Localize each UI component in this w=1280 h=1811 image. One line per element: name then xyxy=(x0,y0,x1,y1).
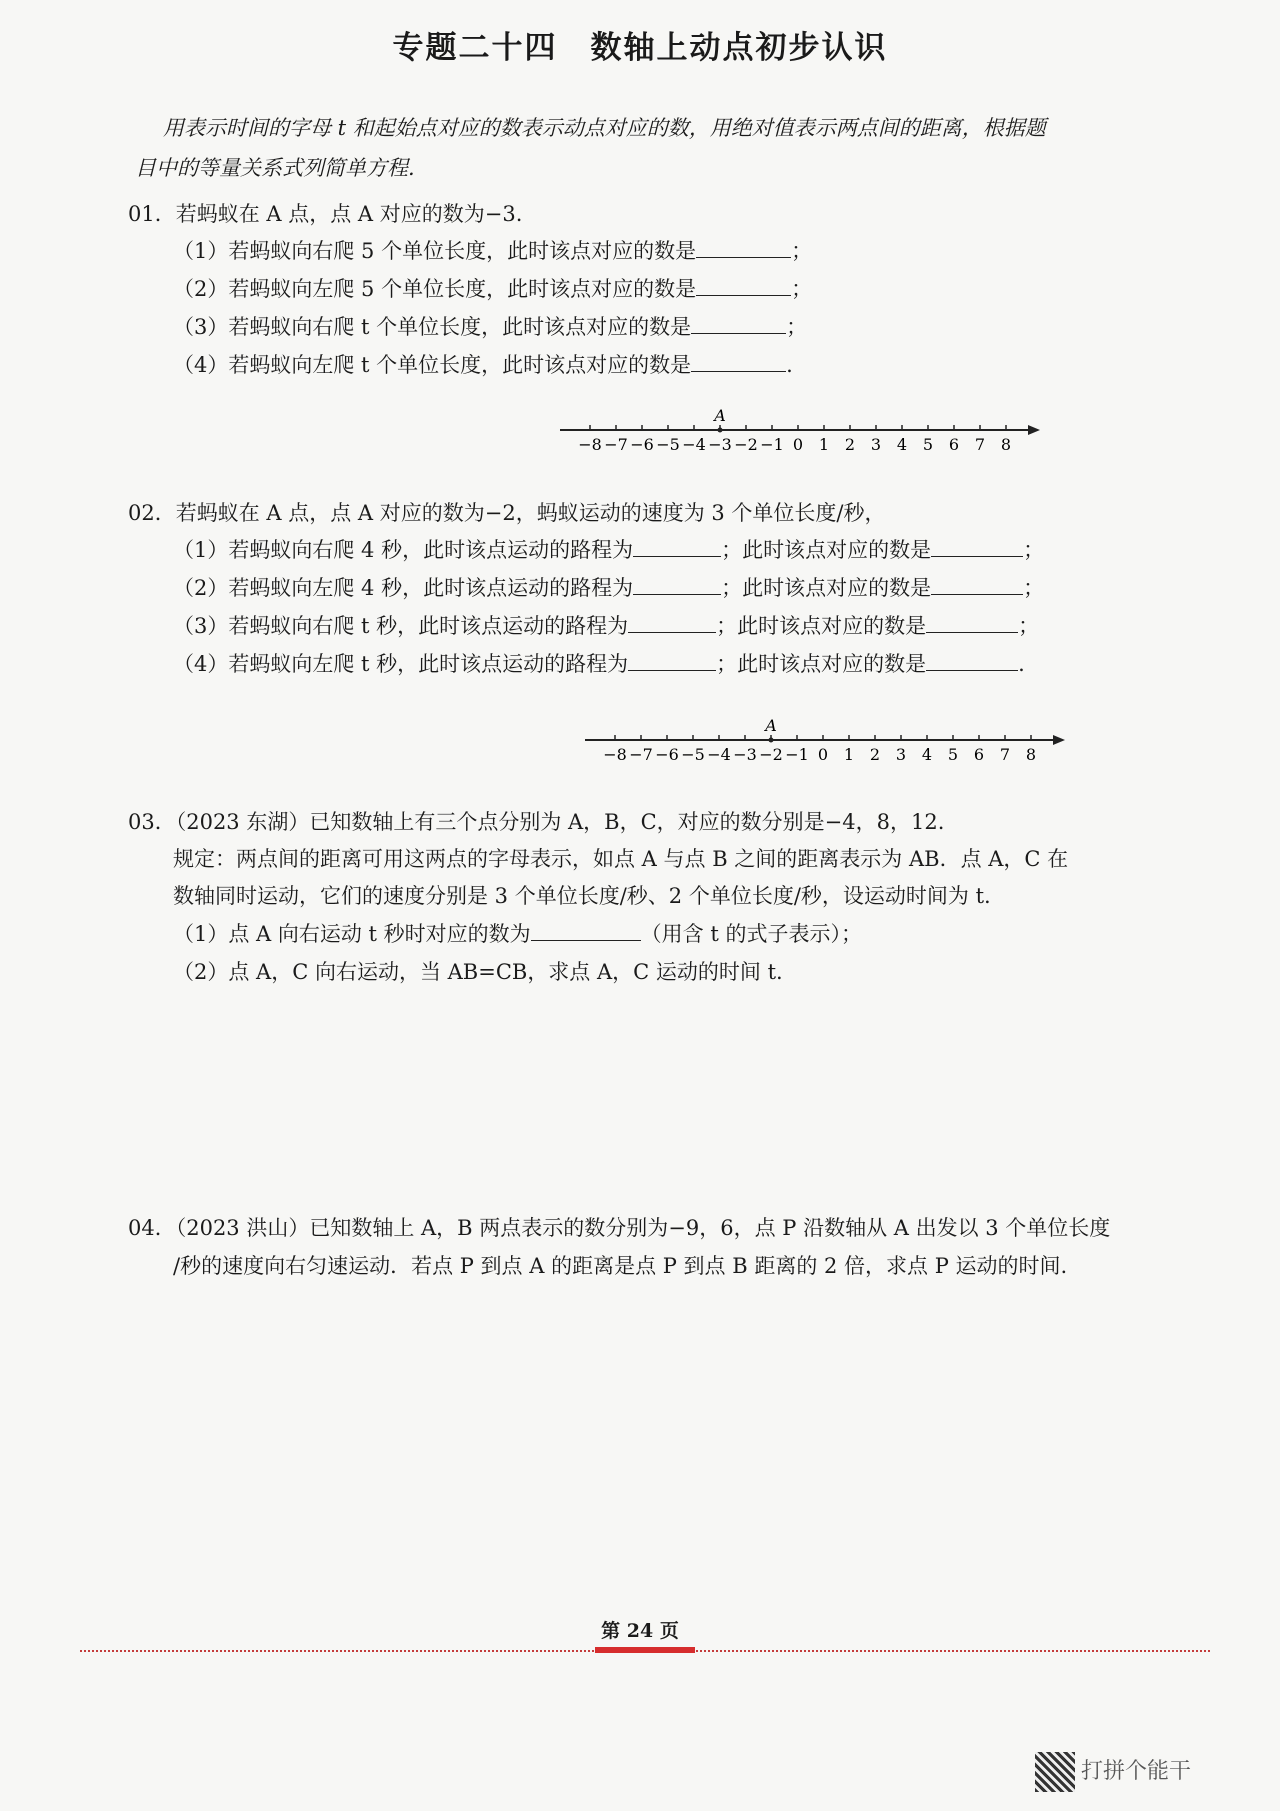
axis-tick-label: 2 xyxy=(844,435,856,454)
page-number: 第 24 页 xyxy=(601,1620,679,1642)
axis-tick-label: −8 xyxy=(603,745,627,764)
axis-tick-label: 1 xyxy=(818,435,830,454)
q2-item-3-a: （3）若蚂蚁向右爬 t 秒，此时该点运动的路程为 xyxy=(173,614,629,638)
axis-tick-label: −5 xyxy=(681,745,705,764)
q3-line-4-a: （1）点 A 向右运动 t 秒时对应的数为 xyxy=(173,922,531,946)
q2-item-1-end: ； xyxy=(1023,538,1045,562)
q2-item-1-a: （1）若蚂蚁向右爬 4 秒，此时该点运动的路程为 xyxy=(173,538,634,562)
axis-tick-label: 8 xyxy=(1025,745,1037,764)
q2-item-3-end: ； xyxy=(1018,614,1040,638)
q2-blank-2a[interactable] xyxy=(633,572,721,595)
q1-item-3-end: ； xyxy=(786,315,808,339)
axis-tick-label: −5 xyxy=(656,435,680,454)
axis-tick-label: −4 xyxy=(707,745,731,764)
q2-blank-3a[interactable] xyxy=(628,610,716,633)
axis-tick-label: −4 xyxy=(682,435,706,454)
q2-blank-3b[interactable] xyxy=(926,610,1018,633)
q2-blank-1b[interactable] xyxy=(931,534,1023,557)
point-a-marker xyxy=(769,738,774,743)
q1-item-2-text: （2）若蚂蚁向左爬 5 个单位长度，此时该点对应的数是 xyxy=(173,277,697,301)
axis-tick-label: −1 xyxy=(785,745,809,764)
axis-tick-label: −3 xyxy=(708,435,732,454)
axis-tick-label: −3 xyxy=(733,745,757,764)
axis-tick-label: 2 xyxy=(869,745,881,764)
point-a-label: A xyxy=(765,716,777,735)
q1-item-1 xyxy=(173,235,812,265)
axis-tick-label: −1 xyxy=(760,435,784,454)
q4-line-1: 04．（2023 洪山）已知数轴上 A，B 两点表示的数分别为−9，6，点 P 沿数轴从 A 出发以 3 个单位长度 xyxy=(128,1216,1111,1240)
axis-tick-label: 3 xyxy=(870,435,882,454)
q2-blank-4b[interactable] xyxy=(926,648,1018,671)
axis-tick-label: 5 xyxy=(922,435,934,454)
q2-blank-4a[interactable] xyxy=(628,648,716,671)
axis-tick-label: 5 xyxy=(947,745,959,764)
q2-item-2-end: ； xyxy=(1023,576,1045,600)
q1-item-3 xyxy=(173,311,807,341)
axis-tick-label: −2 xyxy=(734,435,758,454)
footer-divider-accent xyxy=(595,1647,695,1653)
axis-tick-label: 4 xyxy=(921,745,933,764)
q3-line-4-b: （用含 t 的式子表示）； xyxy=(640,922,862,946)
number-line-2 xyxy=(585,712,1085,768)
q2-item-4-end: . xyxy=(1018,652,1025,676)
q2-item-2-a: （2）若蚂蚁向左爬 4 秒，此时该点运动的路程为 xyxy=(173,576,634,600)
point-a-marker xyxy=(718,428,723,433)
axis-tick-label: 7 xyxy=(974,435,986,454)
axis-arrow-icon xyxy=(1053,735,1065,745)
watermark-text: 打拼个能干 xyxy=(1081,1759,1192,1784)
q1-blank-1[interactable] xyxy=(696,235,791,258)
q1-blank-4[interactable] xyxy=(691,349,786,372)
axis-tick-label: 6 xyxy=(948,435,960,454)
axis-tick-label: 6 xyxy=(973,745,985,764)
intro-paragraph xyxy=(135,108,1135,188)
q2-item-4 xyxy=(173,648,1025,678)
q2-blank-1a[interactable] xyxy=(633,534,721,557)
q2-item-2 xyxy=(173,572,1044,602)
axis-tick-label: −7 xyxy=(604,435,628,454)
page-title: 专题二十四 数轴上动点初步认识 xyxy=(392,30,888,66)
watermark xyxy=(1035,1752,1191,1792)
point-a-label: A xyxy=(714,406,726,425)
axis-tick-label: −2 xyxy=(759,745,783,764)
question-1-head: 01．若蚂蚁在 A 点，点 A 对应的数为−3. xyxy=(128,202,523,226)
q3-line-3: 数轴同时运动，它们的速度分别是 3 个单位长度/秒、2 个单位长度/秒，设运动时间为 t. xyxy=(173,884,991,908)
q1-item-2-end: ； xyxy=(791,277,813,301)
q1-item-4 xyxy=(173,349,793,379)
q2-item-3-b: ；此时该点对应的数是 xyxy=(716,614,927,638)
axis-tick-label: −8 xyxy=(578,435,602,454)
q4-line-2: /秒的速度向右匀速运动．若点 P 到点 A 的距离是点 P 到点 B 距离的 2 倍，求点 P 运动的时间. xyxy=(173,1254,1068,1278)
q3-line-2: 规定：两点间的距离可用这两点的字母表示，如点 A 与点 B 之间的距离表示为 AB．点 A，C 在 xyxy=(173,847,1069,871)
question-3-head: 03．（2023 东湖）已知数轴上有三个点分别为 A，B，C，对应的数分别是−4，8，12. xyxy=(128,810,945,834)
q2-item-2-b: ；此时该点对应的数是 xyxy=(721,576,932,600)
q3-line-5: （2）点 A，C 向右运动，当 AB=CB，求点 A，C 运动的时间 t. xyxy=(173,960,783,984)
q1-item-2 xyxy=(173,273,812,303)
axis-tick-label: 3 xyxy=(895,745,907,764)
q1-item-1-end: ； xyxy=(791,239,813,263)
q1-item-1-text: （1）若蚂蚁向右爬 5 个单位长度，此时该点对应的数是 xyxy=(173,239,697,263)
q2-item-1-b: ；此时该点对应的数是 xyxy=(721,538,932,562)
q1-item-4-text: （4）若蚂蚁向左爬 t 个单位长度，此时该点对应的数是 xyxy=(173,353,692,377)
axis-tick-label: 7 xyxy=(999,745,1011,764)
axis-tick-label: 4 xyxy=(896,435,908,454)
q1-item-3-text: （3）若蚂蚁向右爬 t 个单位长度，此时该点对应的数是 xyxy=(173,315,692,339)
number-line-1 xyxy=(560,402,1060,458)
axis-tick-label: 0 xyxy=(817,745,829,764)
q3-blank-1[interactable] xyxy=(531,918,641,941)
axis-tick-label: 8 xyxy=(1000,435,1012,454)
q2-item-3 xyxy=(173,610,1039,640)
axis-arrow-icon xyxy=(1028,425,1040,435)
q2-item-4-b: ；此时该点对应的数是 xyxy=(716,652,927,676)
intro-line-2: 目中的等量关系式列简单方程. xyxy=(135,156,415,180)
axis-tick-label: −7 xyxy=(629,745,653,764)
axis-tick-label: 0 xyxy=(792,435,804,454)
intro-line-1: 用表示时间的字母 t 和起始点对应的数表示动点对应的数，用绝对值表示两点间的距离，根据题 xyxy=(163,116,1046,140)
axis-tick-label: −6 xyxy=(630,435,654,454)
question-2-head: 02．若蚂蚁在 A 点，点 A 对应的数为−2，蚂蚁运动的速度为 3 个单位长度/秒， xyxy=(128,501,886,525)
q2-item-4-a: （4）若蚂蚁向左爬 t 秒，此时该点运动的路程为 xyxy=(173,652,629,676)
q1-blank-2[interactable] xyxy=(696,273,791,296)
q2-blank-2b[interactable] xyxy=(931,572,1023,595)
q1-blank-3[interactable] xyxy=(691,311,786,334)
axis-tick-label: 1 xyxy=(843,745,855,764)
q2-item-1 xyxy=(173,534,1044,564)
q1-item-4-end: . xyxy=(786,353,793,377)
qr-code-icon xyxy=(1035,1752,1075,1792)
axis-tick-label: −6 xyxy=(655,745,679,764)
q3-line-4 xyxy=(173,918,862,948)
